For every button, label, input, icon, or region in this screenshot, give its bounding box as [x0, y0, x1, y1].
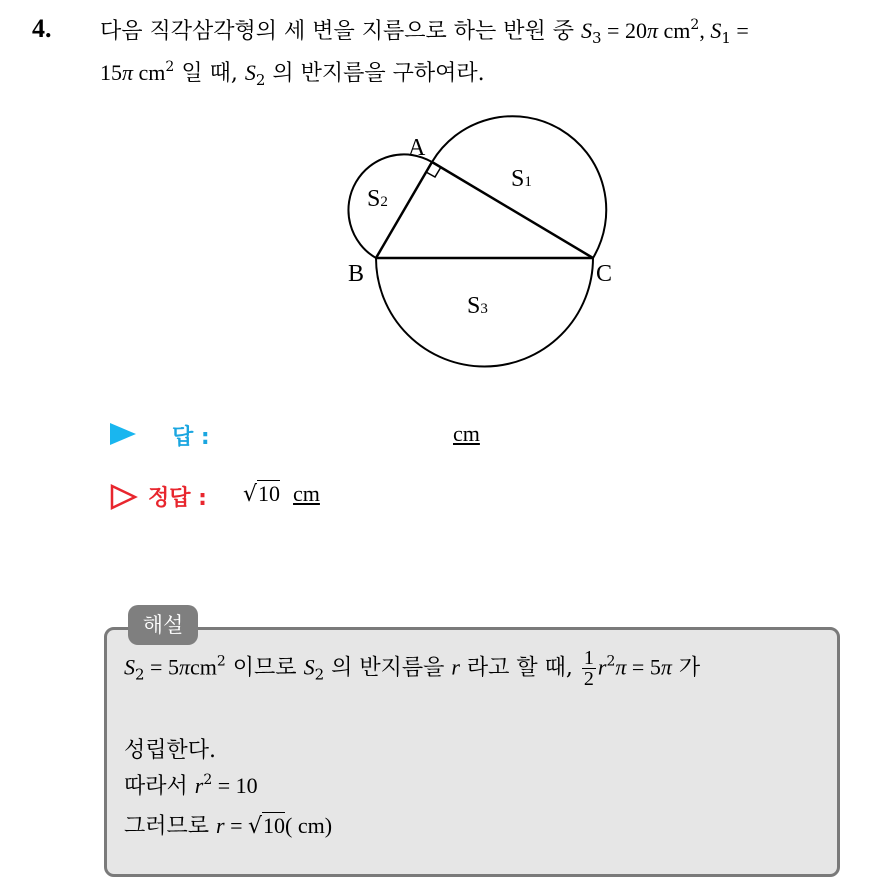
var-s3-sub: 3 [592, 29, 602, 47]
pi-symbol: π [646, 18, 658, 43]
solution-text: 그러므로 [124, 814, 217, 839]
answer-unit-text: cm [453, 421, 480, 446]
var-s2-sub: 2 [255, 71, 266, 89]
eq-5: = 5 [626, 654, 661, 680]
solution-line-3 [124, 769, 258, 800]
sqrt-symbol: √ [248, 814, 263, 839]
var-r-sup: 2 [203, 772, 213, 788]
label-s3: S3 [467, 293, 488, 319]
solution-line-2: 성립한다. [124, 738, 217, 763]
pi-symbol: π [660, 654, 672, 680]
label-a: A [408, 135, 426, 161]
solution-text: 이므로 [225, 655, 304, 681]
unit-cm: cm [133, 60, 166, 85]
var-s2: S [244, 60, 256, 85]
sqrt-symbol: √ [243, 482, 258, 507]
var-r: r [597, 654, 607, 680]
unit-sup: 2 [216, 653, 226, 670]
var-r: r [194, 773, 204, 798]
eq-20: = 20 [601, 18, 647, 43]
solution-text: 따라서 [124, 774, 195, 799]
label-c: C [596, 261, 613, 287]
var-r: r [451, 654, 460, 680]
comma: , [699, 18, 711, 43]
answer-label-text: 답 : [172, 425, 210, 450]
solution-text: 가 [671, 655, 701, 681]
var-s3: S [581, 18, 592, 43]
question-text: 일 때, [174, 61, 245, 86]
var-s2: S [303, 654, 315, 680]
var-r: r [216, 813, 225, 838]
correct-unit: cm [293, 481, 320, 506]
var-s1: S [710, 18, 722, 43]
sqrt-value: 10 [263, 813, 286, 838]
question-number: 4. [32, 14, 52, 43]
label-s2: S2 [367, 186, 388, 212]
answer-label [172, 420, 210, 451]
solution-text: 라고 할 때, [459, 655, 580, 681]
correct-value [243, 481, 320, 507]
solution-tab: 해설 [128, 605, 198, 645]
label-b: B [348, 261, 365, 287]
eq-10: = 10 [212, 773, 258, 798]
fraction-half: $\frac{1}{2}$ [583, 647, 594, 690]
var-s2: S [124, 654, 135, 680]
var-r-sup: 2 [606, 653, 616, 670]
unit-cm: cm [658, 18, 691, 43]
eq-5: = 5 [144, 654, 179, 680]
sqrt-value: 10 [258, 481, 281, 506]
question-line-1 [100, 14, 749, 47]
var-s2-sub: 2 [314, 665, 325, 684]
side-ab [376, 162, 432, 258]
eq-sign: = [224, 813, 248, 838]
unit-cm: cm [190, 654, 217, 680]
outline-triangle-icon [110, 484, 138, 510]
var-s2-sub: 2 [135, 665, 145, 684]
question-text: 의 반지름을 구하여라. [265, 61, 485, 86]
label-s1: S1 [511, 166, 532, 192]
semicircle-s2 [348, 154, 432, 258]
var-s1-sub: 1 [721, 29, 731, 47]
answer-unit[interactable] [453, 421, 480, 447]
pi-symbol: π [122, 60, 134, 85]
value-15: 15 [100, 60, 122, 85]
solution-line-1 [124, 648, 700, 689]
correct-label-text: 정답 : [148, 486, 207, 511]
semicircle-figure [330, 110, 620, 375]
unit-sup: 2 [165, 59, 175, 75]
solution-line-4 [124, 809, 332, 840]
correct-label [148, 481, 207, 512]
eq-sign: = [730, 18, 749, 43]
unit-cm: ( cm) [285, 813, 333, 838]
pi-symbol: π [615, 654, 627, 680]
pi-symbol: π [178, 654, 190, 680]
unit-sup: 2 [690, 17, 700, 33]
question-text: 다음 직각삼각형의 세 변을 지름으로 하는 반원 중 [100, 19, 574, 44]
solution-text: 의 반지름을 [324, 655, 452, 681]
question-line-2 [100, 56, 485, 89]
play-triangle-icon [110, 423, 136, 445]
